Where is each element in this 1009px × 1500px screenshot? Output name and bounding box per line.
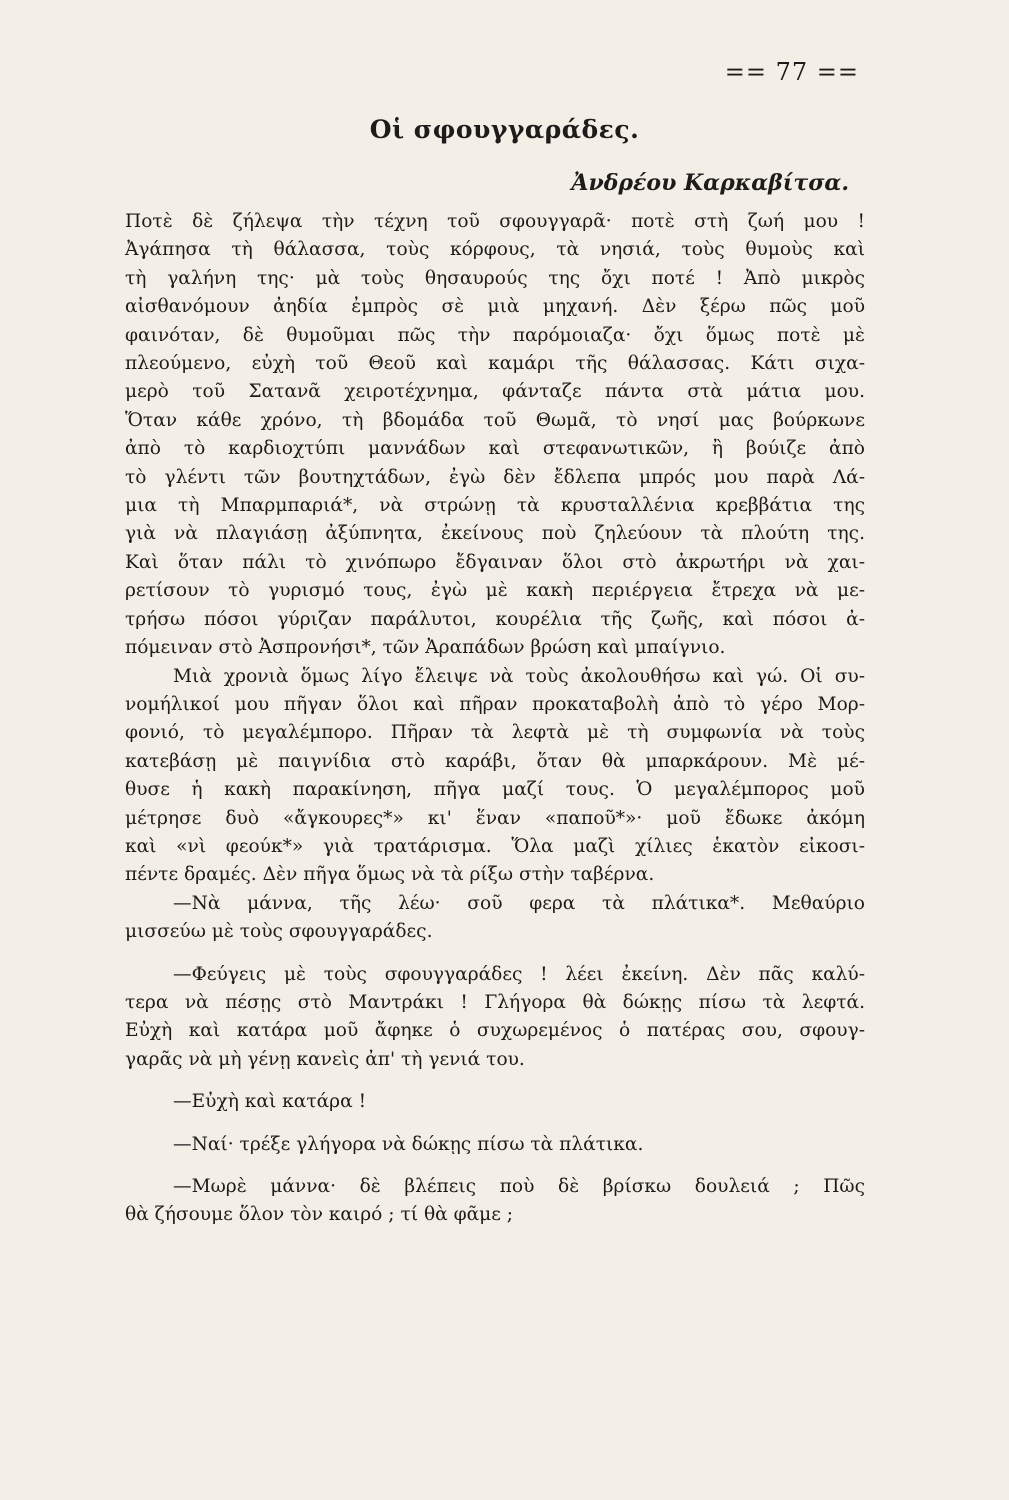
text-line: τρήσω πόσοι γύριζαν παράλυτοι, κουρέλια τῆς ζωῆς, καὶ πόσοι ἀ-: [125, 608, 865, 630]
text-line: —Εὐχὴ καὶ κατάρα !: [173, 1091, 367, 1113]
text-line: γιὰ νὰ πλαγιάσῃ ἀξύπνητα, ἐκείνους ποὺ ζηλεύουν τὰ πλούτη της.: [125, 523, 865, 545]
article-body: [125, 208, 865, 1230]
text-line: μέτρησε δυὸ «ἄγκουρες*» κι' ἕναν «παποῦ*»· μοῦ ἔδωκε ἀκόμη: [125, 807, 865, 829]
text-line: φαινόταν, δὲ θυμοῦμαι πῶς τὴν παρόμοιαζα· ὄχι ὅμως ποτὲ μὲ: [125, 324, 865, 346]
paragraph: [125, 208, 865, 663]
article-author: Ἀνδρέου Καρκαβίτσα.: [571, 170, 849, 196]
paragraph: [125, 1131, 865, 1159]
text-line: Ὅταν κάθε χρόνο, τὴ βδομάδα τοῦ Θωμᾶ, τὸ νησί μας βούρκωνε: [125, 409, 865, 431]
paragraph-spacer: [125, 1117, 865, 1131]
text-line: γαρᾶς νὰ μὴ γένῃ κανεὶς ἀπ' τὴ γενιά του.: [125, 1048, 525, 1070]
paragraph: [125, 663, 865, 890]
text-line: ρετίσουν τὸ γυρισμό τους, ἐγὼ μὲ κακὴ περιέργεια ἔτρεχα νὰ με-: [125, 580, 865, 602]
text-line: φονιό, τὸ μεγαλέμπορο. Πῆραν τὰ λεφτὰ μὲ τὴ συμφωνία νὰ τοὺς: [125, 722, 865, 744]
text-line: πόμειναν στὸ Ἀσπρονήσι*, τῶν Ἀραπάδων βρώση καὶ μπαίγνιο.: [125, 637, 726, 659]
text-line: Καὶ ὅταν πάλι τὸ χινόπωρο ἔδγαιναν ὅλοι στὸ ἀκρωτήρι νὰ χαι-: [125, 551, 865, 573]
text-line: μισσεύω μὲ τοὺς σφουγγαράδες.: [125, 921, 433, 943]
text-line: κατεβάσῃ μὲ παιγνίδια στὸ καράβι, ὅταν θὰ μπαρκάρουν. Μὲ μέ-: [125, 750, 865, 772]
text-line: —Ναί· τρέξε γλήγορα νὰ δώκῃς πίσω τὰ πλάτικα.: [173, 1133, 644, 1155]
paragraph: [125, 890, 865, 947]
paragraph-spacer: [125, 947, 865, 961]
text-line: τὸ γλέντι τῶν βουτηχτάδων, ἐγὼ δὲν ἔδλεπα μπρός μου παρὰ Λά-: [125, 466, 865, 488]
text-line: ἀπὸ τὸ καρδιοχτύπι μαννάδων καὶ στεφανωτικῶν, ἢ βούιζε ἀπὸ: [125, 438, 865, 460]
page-number: == 77 ==: [724, 58, 859, 86]
text-line: πλεούμενο, εὐχὴ τοῦ Θεοῦ καὶ καμάρι τῆς θάλασσας. Κάτι σιχα-: [125, 353, 865, 375]
text-line: —Νὰ μάννα, τῆς λέω· σοῦ φερα τὰ πλάτικα*. Μεθαύριο: [173, 892, 865, 914]
paragraph-spacer: [125, 1159, 865, 1173]
text-line: Εὐχὴ καὶ κατάρα μοῦ ἄφηκε ὁ συχωρεμένος ὁ πατέρας σου, σφουγ-: [125, 1020, 865, 1042]
text-line: θὰ ζήσουμε ὅλον τὸν καιρό ; τί θὰ φᾶμε ;: [125, 1204, 514, 1226]
text-line: τὴ γαλήνη της· μὰ τοὺς θησαυρούς της ὄχι ποτέ ! Ἀπὸ μικρὸς: [125, 267, 865, 289]
text-line: μερὸ τοῦ Σατανᾶ χειροτέχνημα, φάνταζε πάντα στὰ μάτια μου.: [125, 381, 865, 403]
text-line: θυσε ἡ κακὴ παρακίνηση, πῆγα μαζί τους. Ὁ μεγαλέμπορος μοῦ: [125, 779, 865, 801]
text-line: πέντε δραμές. Δὲν πῆγα ὅμως νὰ τὰ ρίξω στὴν ταβέρνα.: [125, 864, 655, 886]
paragraph: [125, 961, 865, 1075]
text-line: Ποτὲ δὲ ζήλεψα τὴν τέχνη τοῦ σφουγγαρᾶ· ποτὲ στὴ ζωή μου !: [125, 211, 865, 232]
text-line: Μιὰ χρονιὰ ὅμως λίγο ἔλειψε νὰ τοὺς ἀκολουθήσω καὶ γώ. Οἱ συ-: [173, 665, 865, 687]
text-line: —Φεύγεις μὲ τοὺς σφουγγαράδες ! λέει ἐκείνη. Δὲν πᾶς καλύ-: [173, 963, 865, 985]
paragraph: [125, 1088, 865, 1116]
text-line: μια τὴ Μπαρμπαριά*, νὰ στρώνῃ τὰ κρυσταλλένια κρεββάτια της: [125, 495, 865, 517]
text-line: —Μωρὲ μάννα· δὲ βλέπεις ποὺ δὲ βρίσκω δουλειά ; Πῶς: [173, 1176, 865, 1197]
paragraph-spacer: [125, 1074, 865, 1088]
paragraph: [125, 1173, 865, 1230]
text-line: τερα νὰ πέσῃς στὸ Μαντράκι ! Γλήγορα θὰ δώκῃς πίσω τὰ λεφτά.: [125, 991, 865, 1013]
text-line: Ἀγάπησα τὴ θάλασσα, τοὺς κόρφους, τὰ νησιά, τοὺς θυμοὺς καὶ: [125, 239, 865, 261]
text-line: καὶ «νὶ φεούκ*» γιὰ τρατάρισμα. Ὅλα μαζὶ χίλιες ἑκατὸν εἰκοσι-: [125, 835, 865, 857]
article-title: Οἱ σφουγγαράδες.: [369, 115, 640, 144]
text-line: αἰσθανόμουν ἀηδία ἐμπρὸς σὲ μιὰ μηχανή. Δὲν ξέρω πῶς μοῦ: [125, 296, 865, 318]
text-line: νομήλικοί μου πῆγαν ὅλοι καὶ πῆραν προκαταβολὴ ἀπὸ τὸ γέρο Μορ-: [125, 693, 865, 715]
